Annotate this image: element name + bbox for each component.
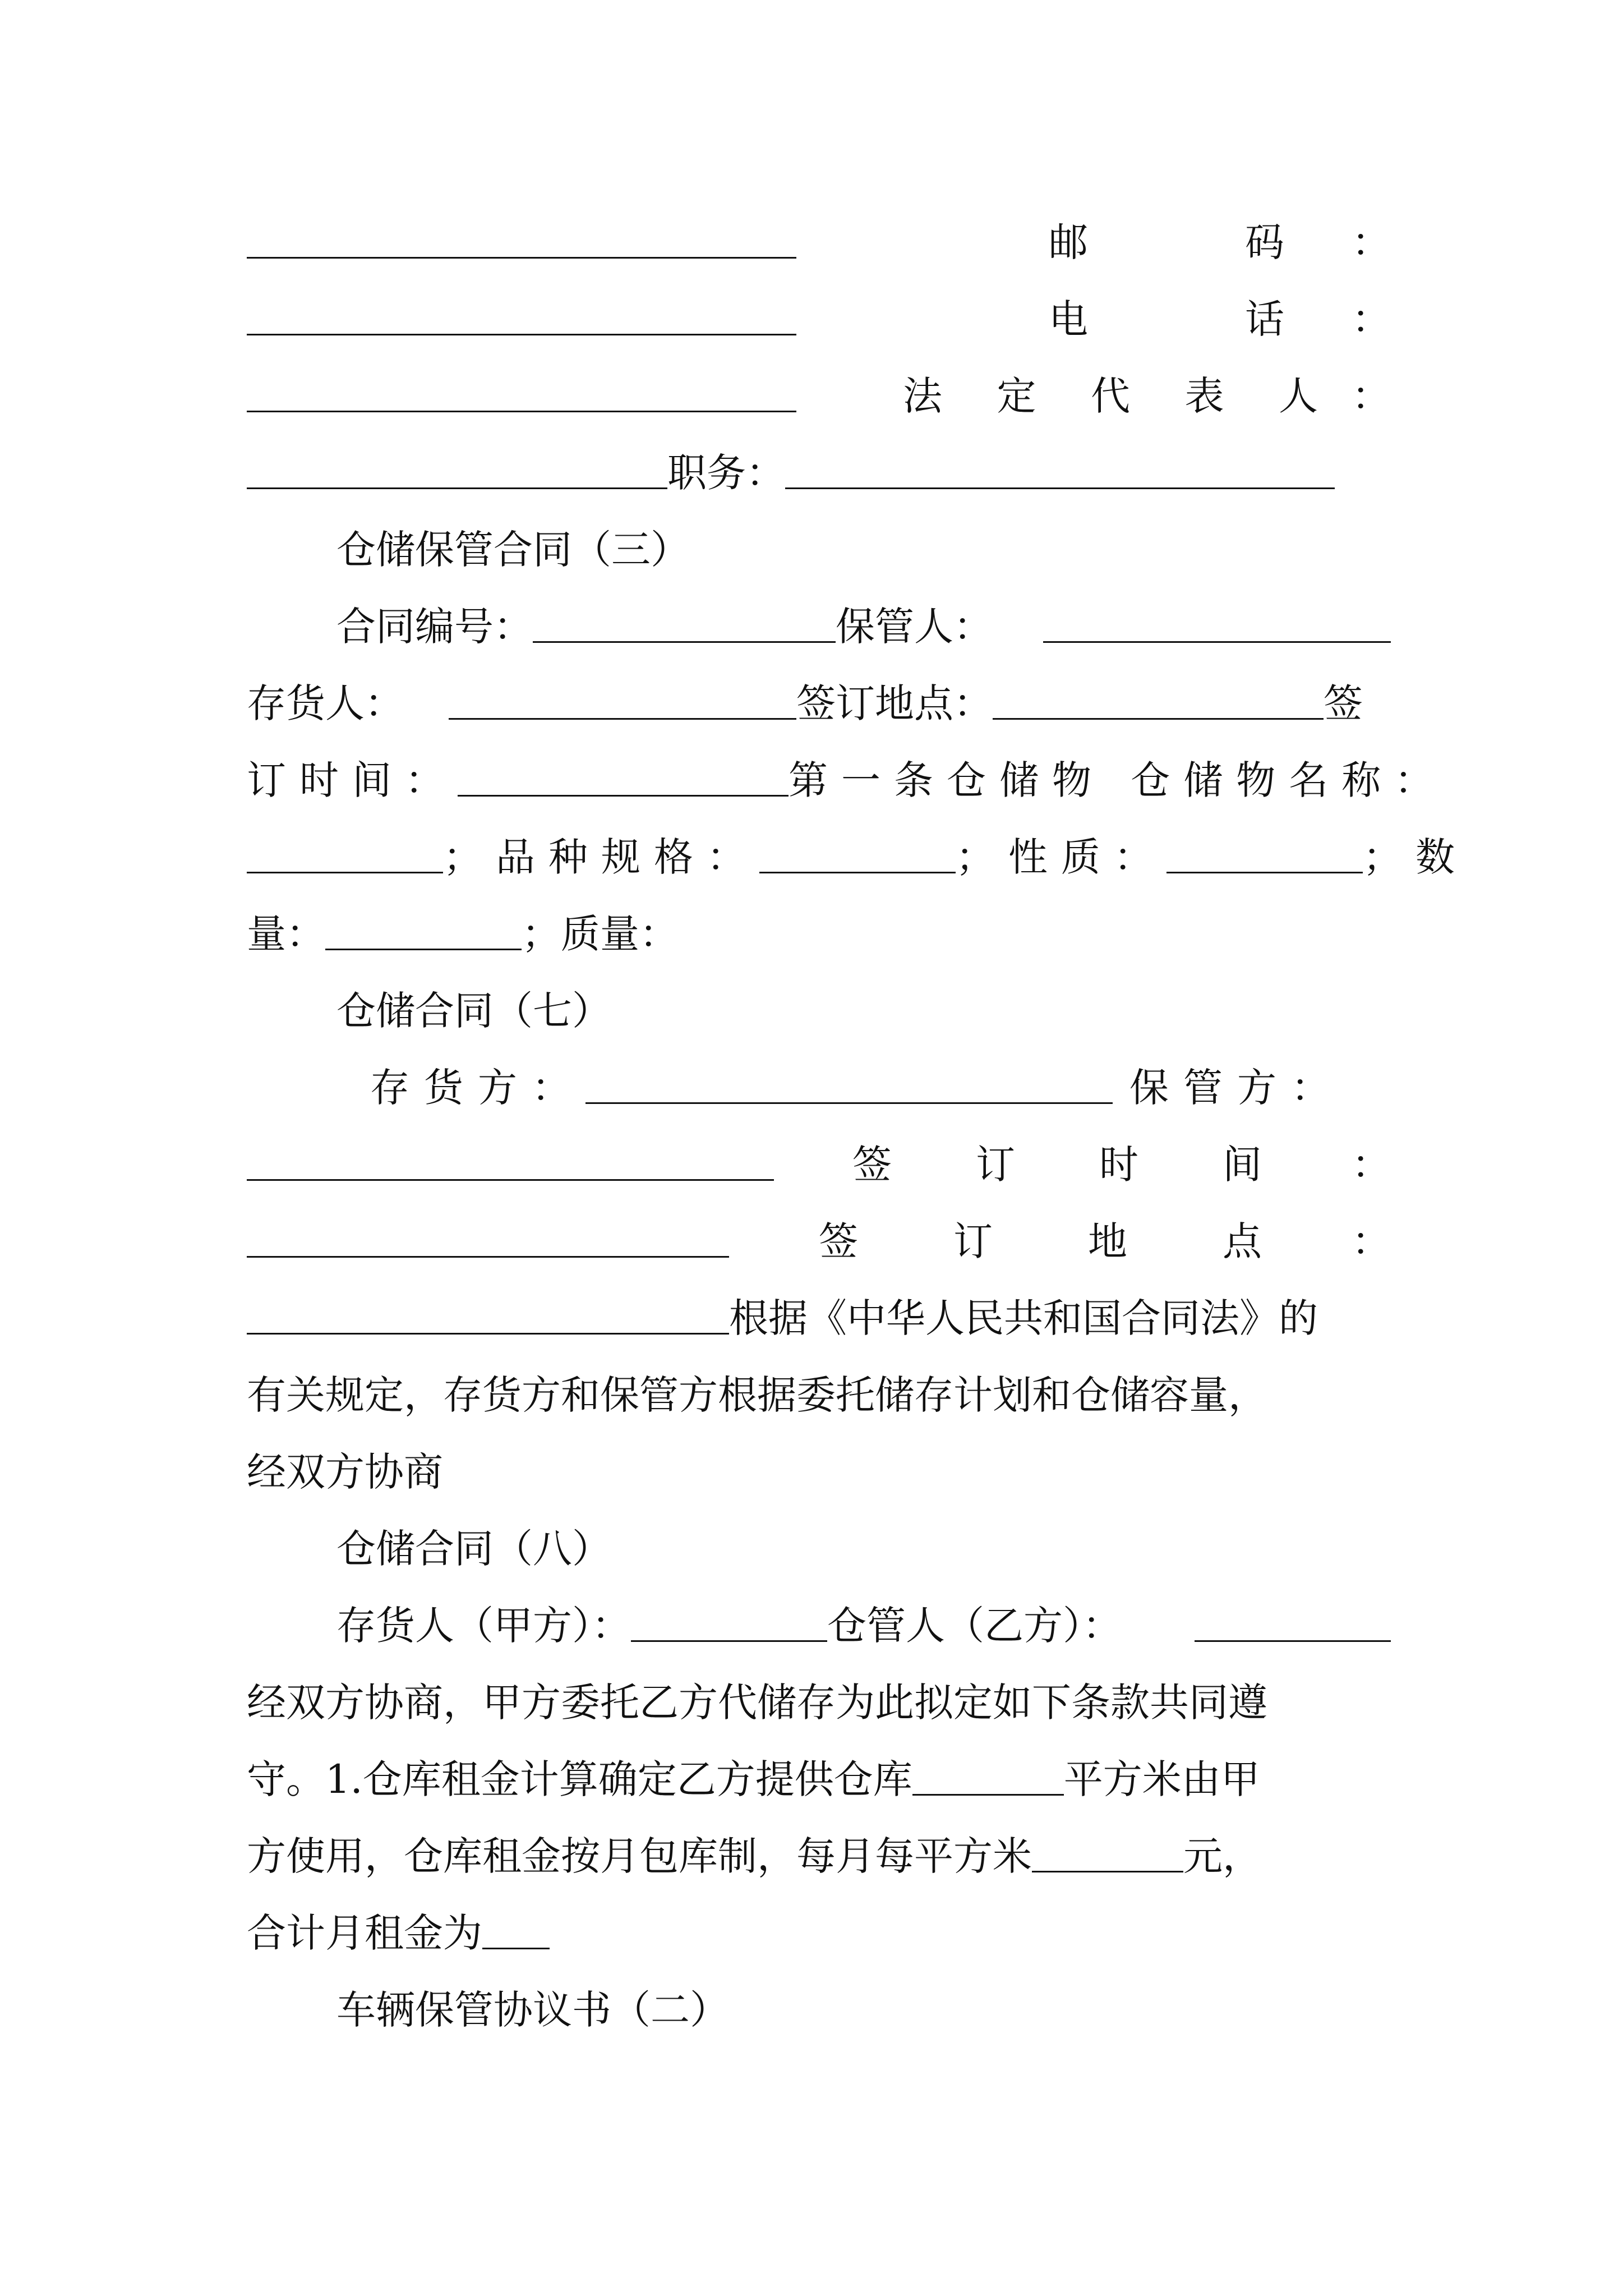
blank-field [449, 716, 796, 720]
rent-total-line: 合计月租金为 [247, 1881, 1391, 1958]
body-line: 经双方协商，甲方委托乙方代储存为此拟定如下条款共同遵 [247, 1680, 1267, 1726]
depositor-keeper-line [247, 1036, 1391, 1113]
party-b-label: 仓管人（乙方）： [827, 1603, 1122, 1649]
depositor-line: 存货人： 签订地点： 签 [247, 652, 1391, 729]
phone-line: 电 话 ： [247, 268, 1391, 344]
blank-field [993, 716, 1324, 720]
depositor-party-label: 存货方： [370, 1065, 585, 1111]
blank-field [785, 485, 1335, 489]
sign-place-label: 签订地点： [796, 680, 993, 726]
body-line: 经双方协商 [247, 1449, 443, 1495]
blank-field [247, 332, 796, 335]
rent-area-line: 守。1.仓库租金计算确定乙方提供仓库 平方米由甲 [247, 1756, 1260, 1802]
blank-field [458, 793, 789, 797]
legal-rep-line: 法 定 代 表 人 ： [247, 344, 1391, 421]
postcode-label: 邮 码 [1049, 219, 1284, 265]
blank-field [247, 1254, 729, 1258]
blank-field [1032, 1869, 1183, 1872]
blank-field [247, 1331, 729, 1335]
sign-time-line [247, 729, 1447, 806]
quantity-line: 量： ；质量： [247, 911, 679, 957]
contract-no-label: 合同编号： [336, 604, 533, 650]
blank-field [1195, 1638, 1391, 1642]
party-a-b-line [336, 1574, 1391, 1651]
blank-field [247, 1177, 774, 1181]
sign-time-label: 订时间： [247, 757, 458, 803]
blank-field [1166, 869, 1363, 873]
legal-rep-label: 法 定 代 表 人 [903, 373, 1318, 419]
spec-line: ；品种规格： ；性质： ；数 [247, 806, 1391, 882]
rent-price-line: 方使用，仓库租金按月包库制，每月每平方米 元， [247, 1833, 1262, 1879]
sign-place-label-2: 签 订 地 点 [819, 1218, 1262, 1264]
contract-no-line [336, 575, 1391, 652]
sign-time-line-2: 签 订 时 间 ： [247, 1113, 1391, 1190]
section-title-warehouse-3: 仓储保管合同（三） [336, 527, 690, 573]
section-title-vehicle-2: 车辆保管协议书（二） [336, 1987, 729, 2033]
phone-label: 电 话 [1049, 296, 1284, 342]
postcode-line: 邮 码 ： [247, 191, 1391, 268]
blank-field [247, 408, 796, 412]
keeper-label: 保管人： [836, 604, 993, 650]
blank-field [585, 1100, 1113, 1104]
sign-time-label-2: 签 订 时 间 [852, 1142, 1262, 1188]
blank-field [247, 869, 443, 873]
section-title-warehouse-8: 仓储合同（八） [336, 1526, 611, 1572]
blank-field [247, 255, 796, 259]
keeper-party-label: 保管方： [1129, 1065, 1345, 1111]
blank-field [912, 1792, 1064, 1796]
blank-field [325, 946, 522, 950]
position-line [247, 421, 1391, 498]
blank-field [247, 485, 667, 489]
blank-field [1043, 639, 1391, 643]
section-title-warehouse-7: 仓储合同（七） [336, 988, 611, 1034]
basis-line: 根据《中华人民共和国合同法》的 [247, 1267, 1391, 1343]
sign-place-line-2: 签 订 地 点 ： [247, 1190, 1391, 1267]
party-a-label: 存货人（甲方）： [336, 1603, 631, 1649]
storage-item-label: 第一条仓储物 仓储物名称： [789, 757, 1447, 803]
body-line: 有关规定，存货方和保管方根据委托储存计划和仓储容量， [247, 1372, 1267, 1418]
blank-field [482, 1945, 550, 1949]
blank-field [533, 639, 836, 643]
depositor-label: 存货人： [247, 680, 404, 726]
blank-field [631, 1638, 827, 1642]
blank-field [759, 869, 956, 873]
position-label: 职务： [667, 450, 785, 496]
